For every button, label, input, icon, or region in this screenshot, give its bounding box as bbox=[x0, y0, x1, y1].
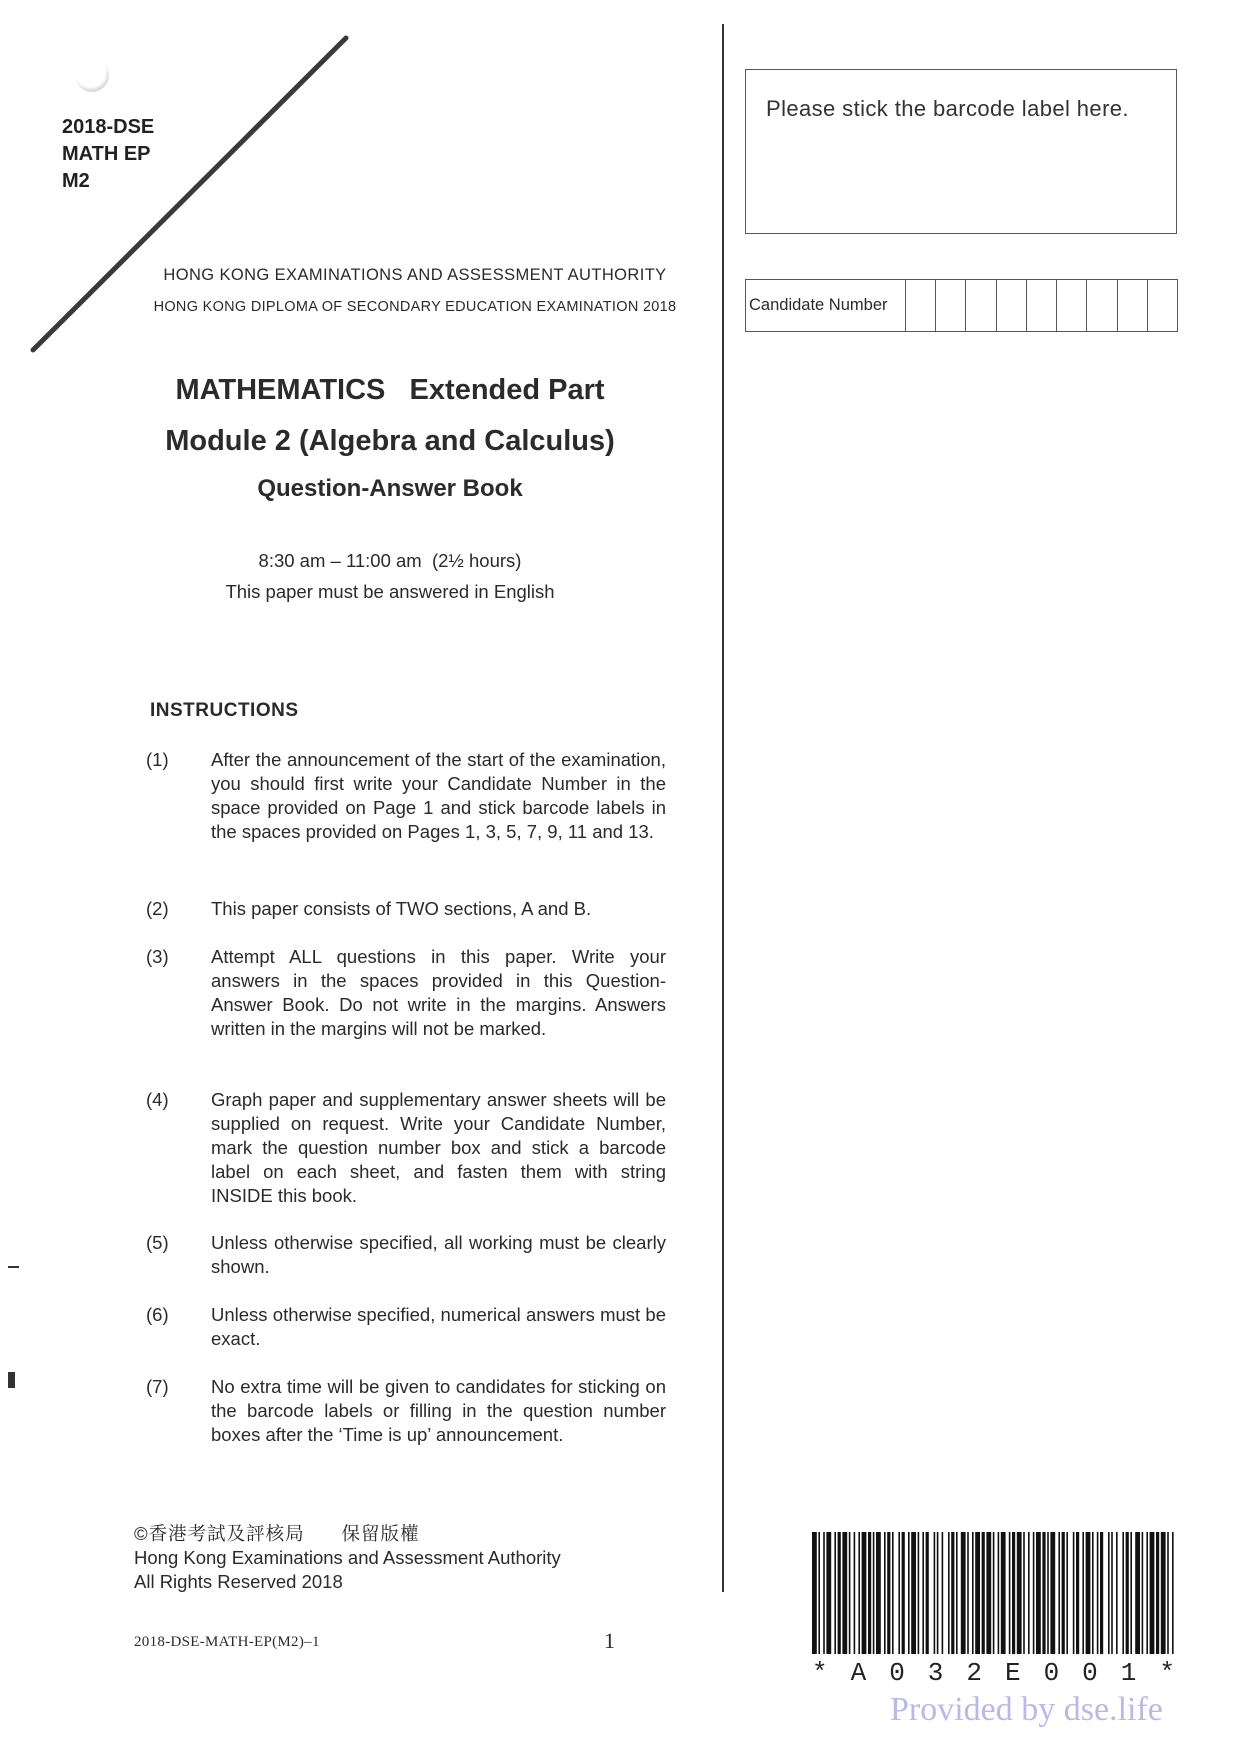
instruction-item bbox=[146, 748, 666, 844]
candidate-digit-cell[interactable] bbox=[1087, 280, 1117, 331]
instruction-text: This paper consists of TWO sections, A and B. bbox=[211, 898, 592, 919]
barcode-char: 1 bbox=[1120, 1658, 1137, 1688]
barcode-char: E bbox=[1004, 1658, 1021, 1688]
copyright-line: Hong Kong Examinations and Assessment Authority bbox=[134, 1547, 561, 1568]
language-note: This paper must be answered in English bbox=[225, 581, 555, 602]
barcode-characters bbox=[812, 1658, 1175, 1688]
barcode-label-box bbox=[745, 69, 1177, 234]
copyright-block bbox=[134, 1522, 561, 1594]
candidate-digit-cell[interactable] bbox=[1057, 280, 1087, 331]
instruction-item bbox=[146, 1088, 666, 1208]
barcode-label-instruction: Please stick the barcode label here. bbox=[766, 96, 1129, 121]
instruction-number: (3) bbox=[146, 946, 169, 967]
margin-mark bbox=[8, 1372, 15, 1388]
instruction-item bbox=[146, 1231, 666, 1279]
candidate-digit-cell[interactable] bbox=[997, 280, 1027, 331]
watermark: Provided by dse.life bbox=[890, 1691, 1163, 1728]
instruction-number: (4) bbox=[146, 1089, 169, 1110]
paper-code-line: M2 bbox=[62, 170, 90, 192]
instruction-number: (1) bbox=[146, 749, 169, 770]
instruction-text: Attempt ALL questions in this paper. Write your answers in the spaces provided in this Question-Answer Book. Do not write in the margins. Answers written in the margins will not be marked. bbox=[211, 946, 666, 1039]
paper-code-line: 2018-DSE bbox=[62, 116, 155, 138]
instruction-item bbox=[146, 897, 666, 921]
exam-name: HONG KONG DIPLOMA OF SECONDARY EDUCATION EXAMINATION 2018 bbox=[153, 299, 677, 315]
barcode-char: 0 bbox=[1082, 1658, 1098, 1688]
barcode-char: * bbox=[812, 1658, 828, 1688]
instruction-item bbox=[146, 1303, 666, 1351]
barcode-char: 0 bbox=[1043, 1658, 1060, 1688]
candidate-digit-cell[interactable] bbox=[936, 280, 966, 331]
candidate-digit-cell[interactable] bbox=[1027, 280, 1057, 331]
copyright-chinese: ©香港考試及評核局 保留版權 bbox=[134, 1523, 420, 1544]
candidate-digit-cell[interactable] bbox=[1118, 280, 1148, 331]
page-number: 1 bbox=[604, 1628, 615, 1653]
paper-code-line: MATH EP bbox=[62, 143, 151, 165]
instructions-heading: INSTRUCTIONS bbox=[150, 700, 299, 721]
instruction-number: (2) bbox=[146, 898, 169, 919]
margin-mark bbox=[8, 1266, 19, 1268]
barcode bbox=[812, 1532, 1174, 1654]
instruction-text: After the announcement of the start of the examination, you should first write your Candidate Number in the space provided on Page 1 and stick barcode labels in the spaces provided on Pages 1, 3, 5, 7, 9, 11 and 13. bbox=[211, 749, 666, 842]
candidate-number-label: Candidate Number bbox=[746, 280, 906, 331]
instruction-number: (6) bbox=[146, 1304, 169, 1325]
footer-paper-code: 2018-DSE-MATH-EP(M2)–1 bbox=[134, 1634, 320, 1650]
module-title: Module 2 (Algebra and Calculus) bbox=[165, 425, 615, 457]
instruction-text: Unless otherwise specified, all working must be clearly shown. bbox=[211, 1232, 666, 1277]
instruction-text: No extra time will be given to candidates for sticking on the barcode labels or filling in the question number boxes after the ‘Time is up’ announcement. bbox=[211, 1376, 666, 1445]
copyright-line: All Rights Reserved 2018 bbox=[134, 1571, 343, 1592]
authority-name: HONG KONG EXAMINATIONS AND ASSESSMENT AUTHORITY bbox=[163, 266, 667, 284]
barcode-char: 2 bbox=[966, 1658, 982, 1688]
barcode-char: 3 bbox=[927, 1658, 944, 1688]
barcode-char: * bbox=[1159, 1658, 1175, 1688]
instruction-item bbox=[146, 945, 666, 1041]
candidate-digit-cell[interactable] bbox=[966, 280, 996, 331]
barcode-char: 0 bbox=[889, 1658, 905, 1688]
instruction-text: Unless otherwise specified, numerical answers must be exact. bbox=[211, 1304, 666, 1349]
barcode-char: A bbox=[850, 1658, 867, 1688]
candidate-number-box bbox=[745, 279, 1178, 332]
instruction-number: (5) bbox=[146, 1232, 169, 1253]
instruction-item bbox=[146, 1375, 666, 1447]
column-divider bbox=[722, 24, 724, 1592]
instruction-text: Graph paper and supplementary answer sheets will be supplied on request. Write your Candidate Number, mark the question number box and stick a barcode label on each sheet, and fasten them with string INSIDE this book. bbox=[211, 1089, 666, 1206]
candidate-digit-cell[interactable] bbox=[906, 280, 936, 331]
instruction-number: (7) bbox=[146, 1376, 169, 1397]
paper-title: MATHEMATICS Extended Part bbox=[175, 374, 605, 406]
exam-timing: 8:30 am – 11:00 am (2½ hours) bbox=[258, 550, 522, 571]
book-title: Question-Answer Book bbox=[257, 475, 523, 502]
candidate-digit-cell[interactable] bbox=[1148, 280, 1177, 331]
